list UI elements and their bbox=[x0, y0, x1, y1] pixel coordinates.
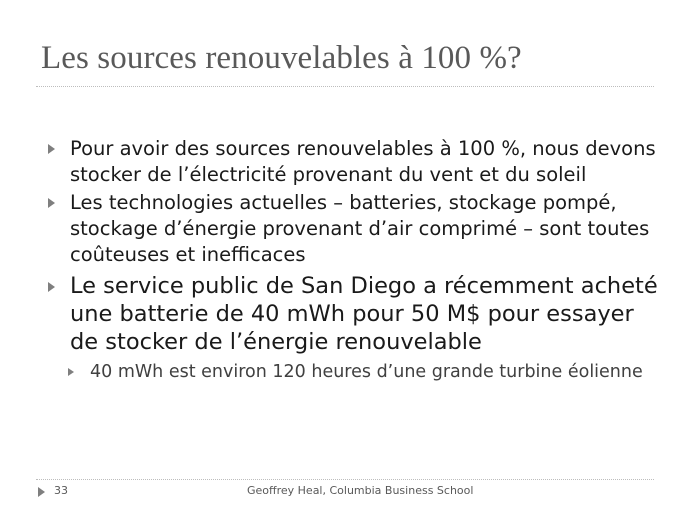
slide-title: Les sources renouvelables à 100 %? bbox=[41, 40, 522, 76]
sub-bullet-text: 40 mWh est environ 120 heures d’une grande turbine éolienne bbox=[90, 362, 643, 382]
page-number: 33 bbox=[54, 484, 68, 497]
title-divider bbox=[36, 86, 654, 87]
bullet-list bbox=[48, 136, 658, 384]
bullet-arrow-icon bbox=[48, 144, 55, 154]
bullet-item bbox=[48, 190, 658, 268]
bullet-arrow-icon bbox=[48, 282, 55, 292]
bullet-item bbox=[48, 136, 658, 188]
sub-bullet-arrow-icon bbox=[68, 368, 74, 376]
footer-credit: Geoffrey Heal, Columbia Business School bbox=[247, 484, 474, 497]
footer-arrow-icon bbox=[38, 487, 45, 497]
footer-divider bbox=[36, 479, 654, 480]
bullet-item-emphasis bbox=[48, 272, 658, 356]
bullet-text: Le service public de San Diego a récemment acheté une batterie de 40 mWh pour 50 M$ pour essayer de stocker de l’énergie renouvelable bbox=[70, 273, 658, 355]
sub-bullet-item bbox=[68, 360, 658, 384]
bullet-text: Pour avoir des sources renouvelables à 100 %, nous devons stocker de l’électricité provenant du vent et du soleil bbox=[70, 137, 656, 186]
bullet-text: Les technologies actuelles – batteries, stockage pompé, stockage d’énergie provenant d’air comprimé – sont toutes coûteuses et inefficaces bbox=[70, 191, 650, 266]
bullet-arrow-icon bbox=[48, 198, 55, 208]
